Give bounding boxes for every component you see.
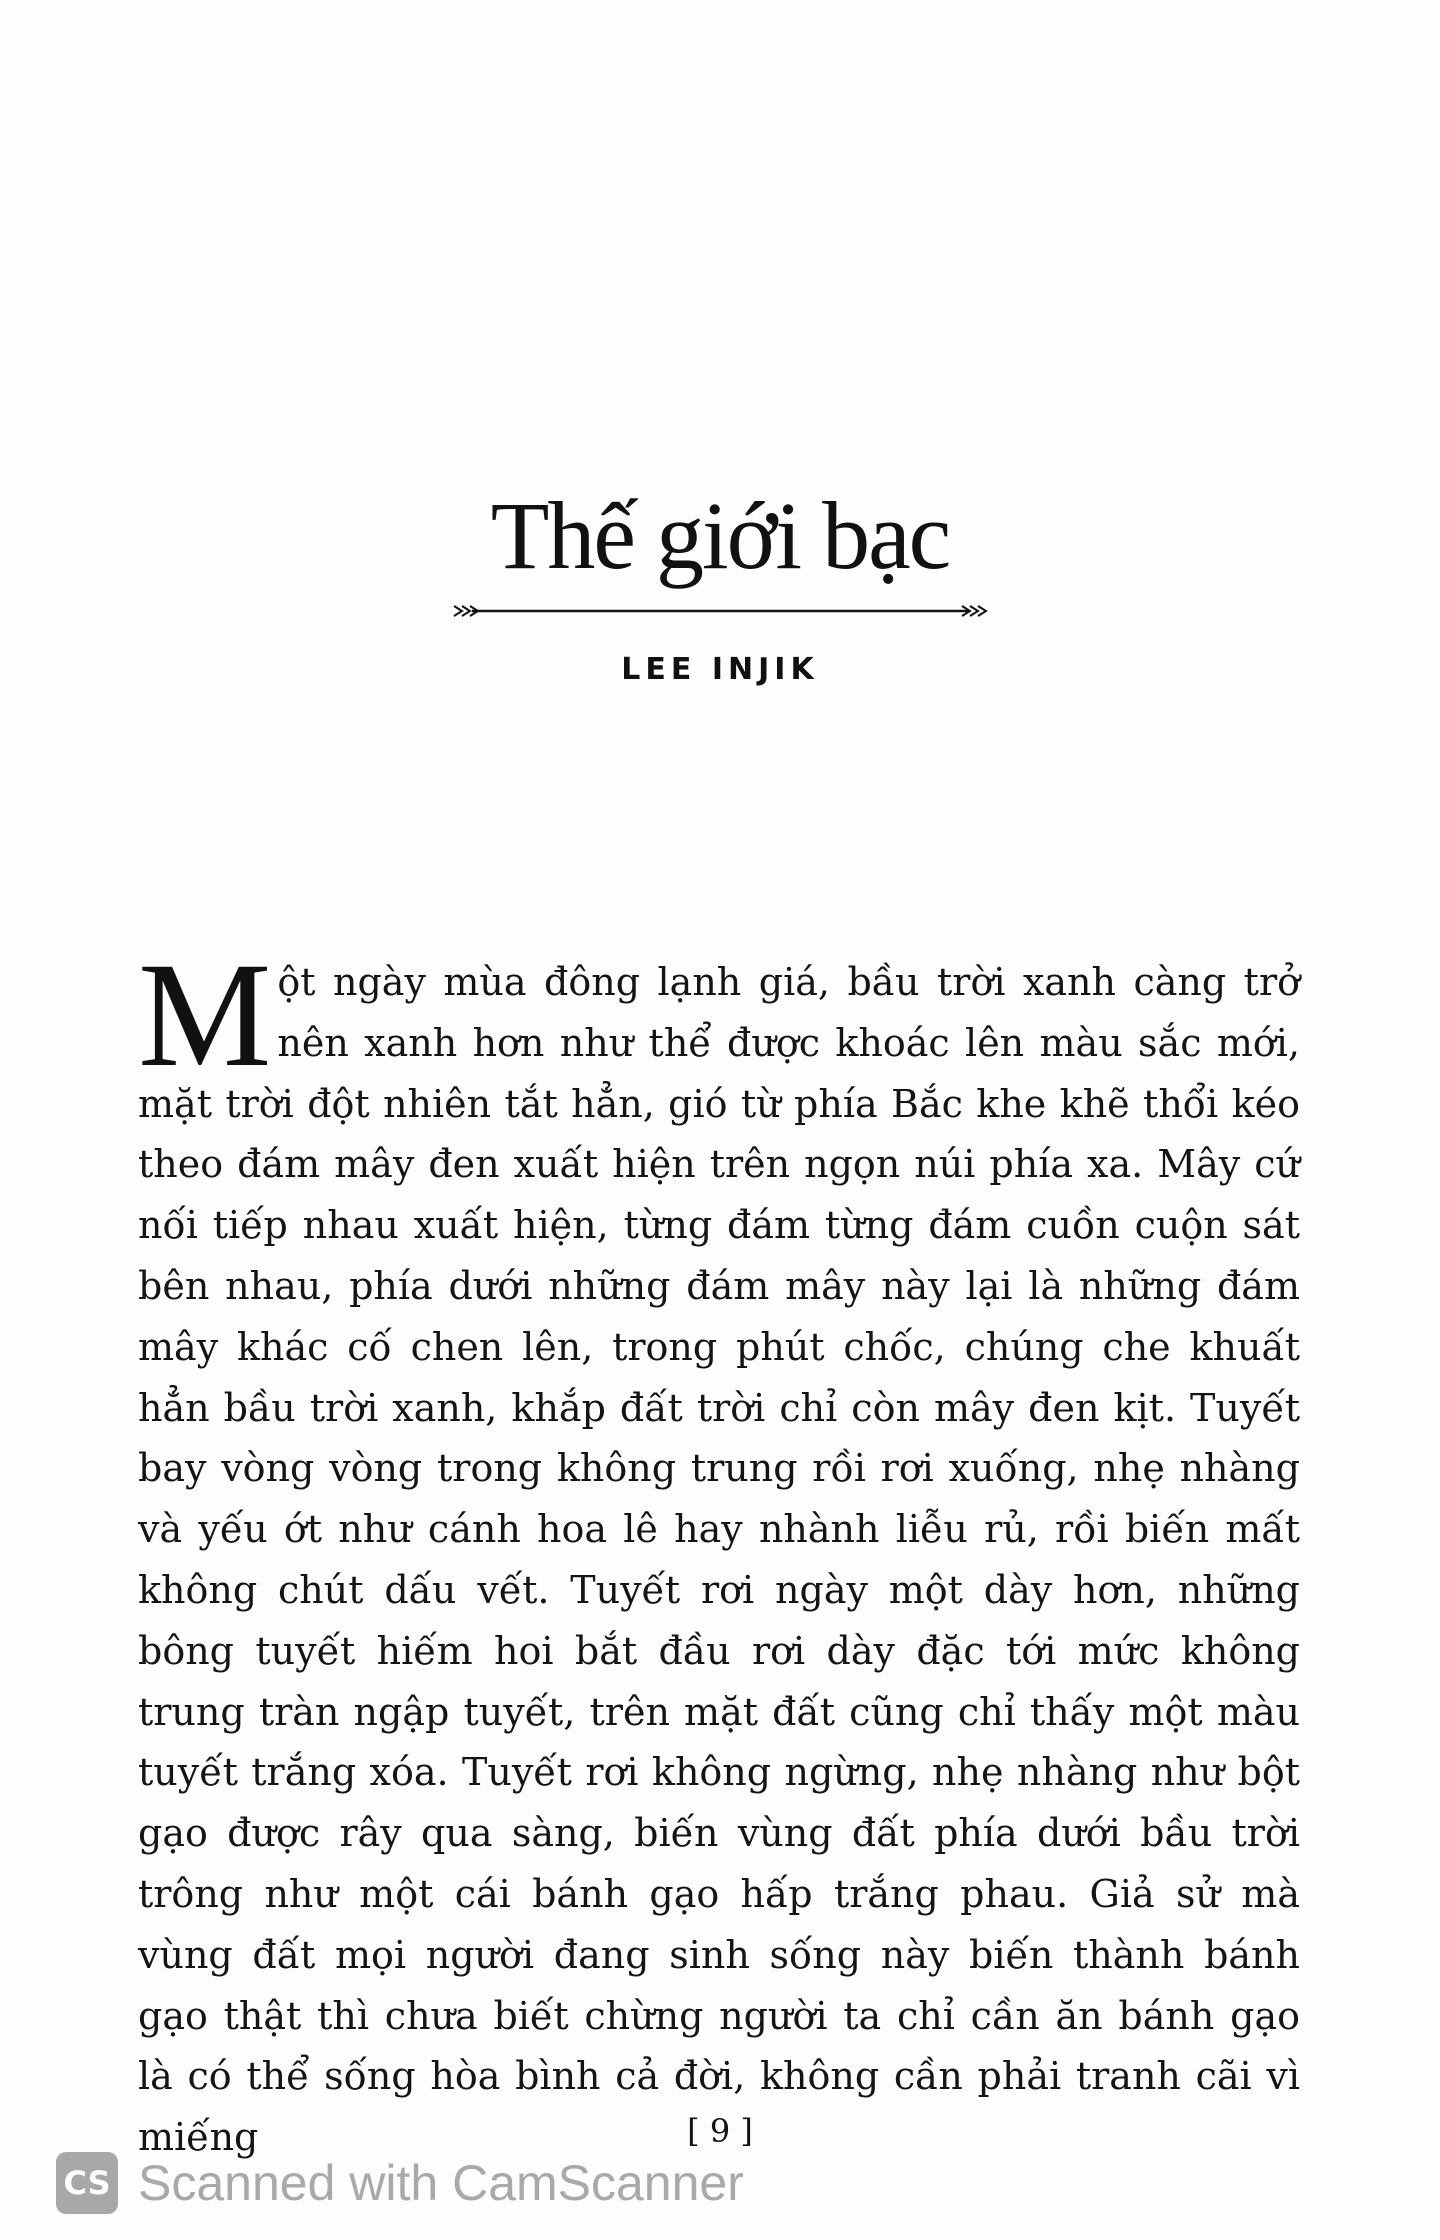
watermark-text: Scanned with CamScanner: [138, 2155, 744, 2211]
camscanner-logo-icon: CS: [56, 2152, 118, 2214]
page-number: [ 9 ]: [687, 2112, 753, 2150]
chapter-title: Thế giới bạc: [490, 482, 950, 589]
drop-cap-letter: M: [138, 932, 272, 1098]
paragraph-text: ột ngày mùa đông lạnh giá, bầu trời xanh càng trở nên xanh hơn như thể được khoác lên màu sắc mới, mặt trời đột nhiên tắt hẳn, gió từ phía Bắc khe khẽ thổi kéo theo đám mây đen xuất hiện trên ngọn núi phía xa. Mây cứ nối tiếp nhau xuất hiện, từng đám từng đám cuồn cuộn sát bên nhau, phía dưới những đám mây này lại là những đám mây khác cố chen lên, trong phút chốc, chúng che khuất hẳn bầu trời xanh, khắp đất trời chỉ còn mây đen kịt. Tuyết bay vòng vòng trong không trung rồi rơi xuống, nhẹ nhàng và yếu ớt như cánh hoa lê hay nhành liễu rủ, rồi biến mất không chút dấu vết. Tuyết rơi ngày một dày hơn, những bông tuyết hiếm hoi bắt đầu rơi dày đặc tới mức không trung tràn ngập tuyết, trên mặt đất cũng chỉ thấy một màu tuyết trắng xóa. Tuyết rơi không ngừng, nhẹ nhàng như bột gạo được rây qua sàng, biến vùng đất phía dưới bầu trời trông như một cái bánh gạo hấp trắng phau. Giả sử mà vùng đất mọi người đang sinh sống này biến thành bánh gạo thật thì chưa biết chừng người ta chỉ cần ăn bánh gạo là có thể sống hòa bình cả đời, không cần phải tranh cãi vì miếng: [138, 960, 1300, 2160]
body-paragraph: [138, 932, 1300, 2168]
chapter-author: LEE INJIK: [621, 652, 819, 687]
scanner-watermark: [56, 2148, 744, 2218]
title-ornament-divider: [448, 596, 992, 626]
